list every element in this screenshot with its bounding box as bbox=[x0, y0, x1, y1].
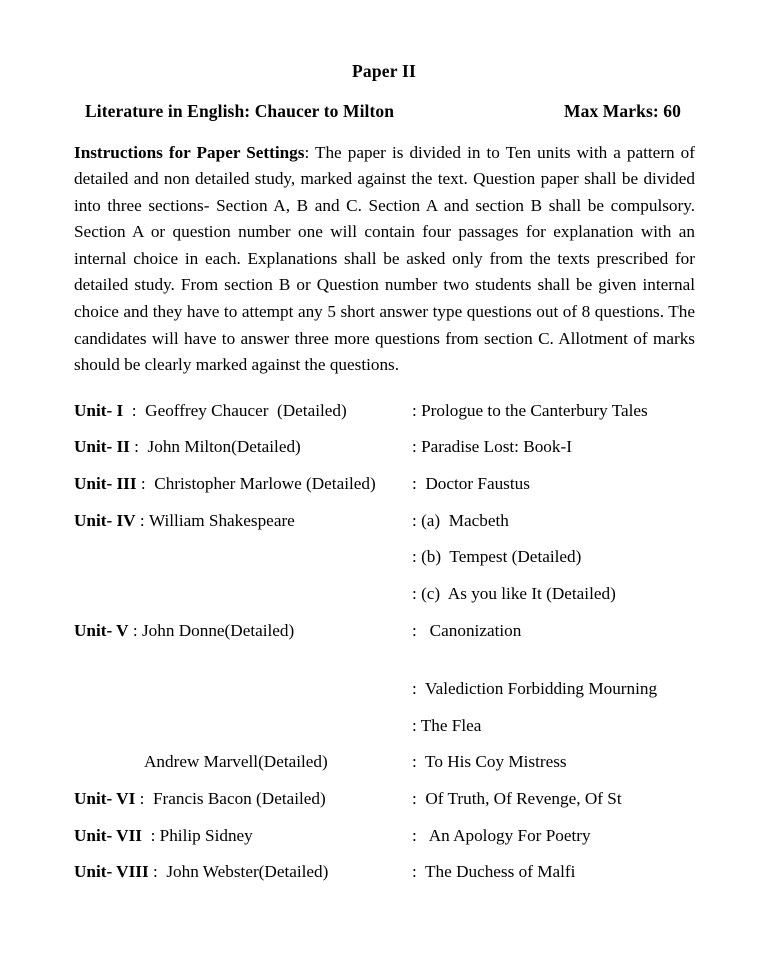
unit-text: : (b) Tempest (Detailed) bbox=[412, 547, 582, 567]
unit-row bbox=[0, 621, 768, 679]
unit-label: Unit- II bbox=[74, 437, 130, 457]
unit-author: John Webster(Detailed) bbox=[166, 862, 329, 882]
unit-text: : The Flea bbox=[412, 715, 482, 735]
unit-left-column bbox=[74, 862, 412, 881]
unit-author: Philip Sidney bbox=[159, 825, 253, 845]
unit-row bbox=[0, 437, 768, 474]
unit-left-column bbox=[74, 752, 412, 771]
unit-text: : Valediction Forbidding Mourning bbox=[412, 678, 658, 698]
unit-separator: : bbox=[129, 437, 148, 457]
unit-label: Unit- IV bbox=[74, 510, 136, 530]
unit-separator: : bbox=[135, 510, 149, 530]
unit-row bbox=[0, 789, 768, 826]
unit-separator: : bbox=[123, 400, 146, 420]
unit-left-column bbox=[74, 401, 412, 420]
unit-row bbox=[0, 547, 768, 584]
unit-left-column bbox=[74, 789, 412, 808]
unit-separator: : bbox=[136, 474, 155, 494]
unit-row bbox=[0, 679, 768, 716]
unit-author: Geoffrey Chaucer (Detailed) bbox=[145, 400, 347, 420]
unit-row bbox=[0, 716, 768, 753]
unit-text: : An Apology For Poetry bbox=[412, 825, 591, 845]
unit-text: : (a) Macbeth bbox=[412, 510, 509, 530]
unit-text: : To His Coy Mistress bbox=[412, 752, 567, 772]
unit-row bbox=[0, 474, 768, 511]
unit-left-column bbox=[74, 826, 412, 845]
unit-row bbox=[0, 401, 768, 438]
unit-label: Unit- I bbox=[74, 400, 124, 420]
unit-separator: : bbox=[148, 862, 167, 882]
unit-row bbox=[0, 511, 768, 548]
unit-row bbox=[0, 862, 768, 899]
unit-label: Unit- III bbox=[74, 474, 137, 494]
unit-separator: : bbox=[135, 788, 153, 808]
unit-left-column bbox=[74, 474, 412, 493]
unit-author: Christopher Marlowe (Detailed) bbox=[154, 474, 376, 494]
instructions-body: : The paper is divided in to Ten units with a pattern of detailed and non detailed study, marked against the text. Question paper shall be divided into three sections- Section A, B and C. Section A and section B shall be compulsory. Section A or question number one will contain four passages for explanation with an internal choice in each. Explanations shall be asked only from the texts prescribed for detailed study. From section B or Question number two students shall be given internal choice and they have to attempt any 5 short answer type questions out of 8 questions. The candidates will have to answer three more questions from section C. Allotment of marks should be clearly marked against the questions. bbox=[74, 142, 695, 375]
subject-header bbox=[0, 81, 768, 121]
unit-text: : Canonization bbox=[412, 620, 522, 640]
instructions-heading: Instructions for Paper Settings bbox=[74, 142, 305, 162]
unit-text: : The Duchess of Malfi bbox=[412, 862, 576, 882]
unit-text: : Of Truth, Of Revenge, Of St bbox=[412, 788, 622, 808]
unit-left-column bbox=[74, 511, 412, 530]
unit-label: Unit- VI bbox=[74, 788, 136, 808]
unit-label: Unit- V bbox=[74, 620, 129, 640]
unit-author: Andrew Marvell(Detailed) bbox=[144, 752, 328, 772]
unit-label: Unit- VII bbox=[74, 825, 142, 845]
unit-text: : Prologue to the Canterbury Tales bbox=[412, 400, 648, 420]
unit-row bbox=[0, 584, 768, 621]
unit-separator: : bbox=[128, 620, 142, 640]
unit-author: John Milton(Detailed) bbox=[147, 437, 301, 457]
unit-author: William Shakespeare bbox=[148, 510, 295, 530]
unit-label: Unit- VIII bbox=[74, 862, 149, 882]
unit-left-column bbox=[74, 437, 412, 456]
unit-separator: : bbox=[141, 825, 160, 845]
page-title: Paper II bbox=[352, 61, 416, 81]
unit-left-column bbox=[74, 621, 412, 640]
unit-text: : Paradise Lost: Book-I bbox=[412, 437, 572, 457]
unit-author: John Donne(Detailed) bbox=[141, 620, 295, 640]
unit-row bbox=[0, 752, 768, 789]
unit-text: : (c) As you like It (Detailed) bbox=[412, 584, 616, 604]
subject-title: Literature in English: Chaucer to Milton bbox=[85, 101, 395, 122]
unit-text: : Doctor Faustus bbox=[412, 474, 530, 494]
unit-row bbox=[0, 826, 768, 863]
instructions-paragraph bbox=[0, 122, 768, 379]
max-marks: Max Marks: 60 bbox=[564, 101, 681, 122]
unit-list bbox=[0, 379, 768, 899]
unit-author: Francis Bacon (Detailed) bbox=[152, 788, 326, 808]
